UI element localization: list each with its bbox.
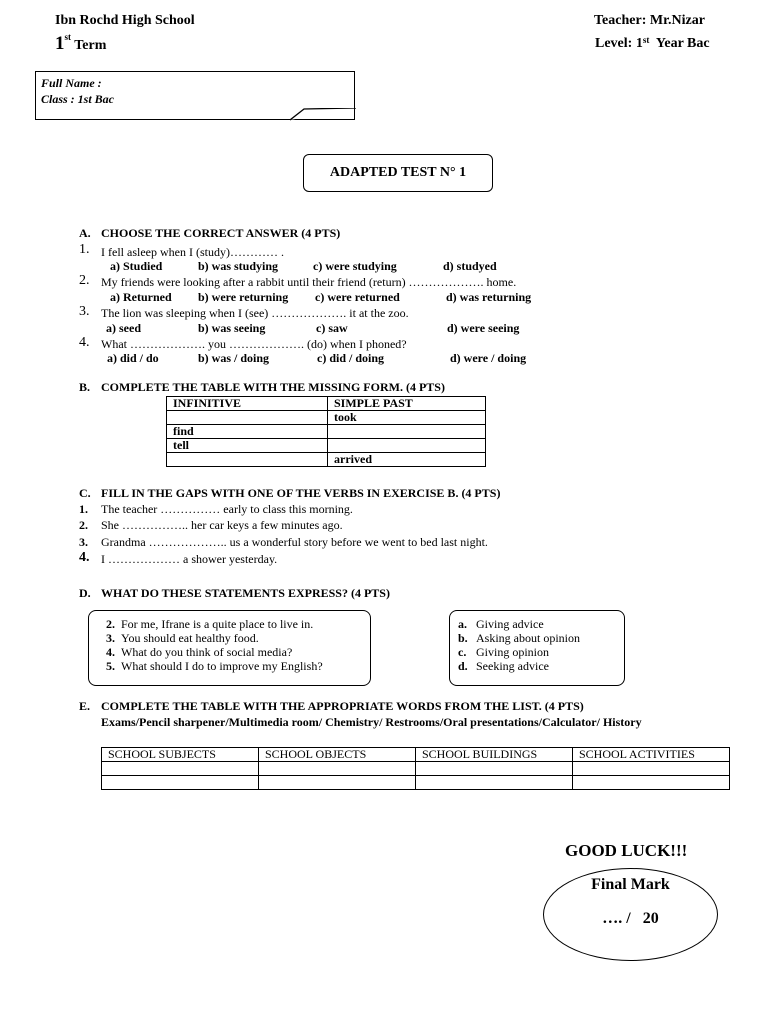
gap-sentence[interactable]: I ……………… a shower yesterday. xyxy=(101,552,278,566)
functions-box xyxy=(449,610,625,686)
level-prefix: Level: 1 xyxy=(595,36,643,51)
list-item xyxy=(458,617,624,631)
gap-sentence[interactable]: The teacher …………… early to class this morning. xyxy=(101,502,353,516)
class-label: Class : 1st Bac xyxy=(41,92,115,106)
table-cell-input[interactable] xyxy=(328,425,486,439)
section-a-title: CHOOSE THE CORRECT ANSWER (4 PTS) xyxy=(101,226,341,240)
option-c[interactable]: c) saw xyxy=(316,321,348,335)
function-letter: b. xyxy=(458,631,468,645)
gap-sentence[interactable]: She …………….. her car keys a few minutes ago. xyxy=(101,518,343,532)
table-cell: find xyxy=(167,425,328,439)
option-b[interactable]: b) were returning xyxy=(198,290,289,304)
list-item xyxy=(96,645,370,659)
question-text: The lion was sleeping when I (see) ………………. it at the zoo. xyxy=(101,306,409,320)
statement-text: You should eat healthy food. xyxy=(121,631,259,645)
list-item xyxy=(458,631,624,645)
function-text: Seeking advice xyxy=(476,659,549,673)
option-b[interactable]: b) was studying xyxy=(198,259,279,273)
table-cell-input[interactable] xyxy=(416,776,573,790)
table-row xyxy=(167,439,486,453)
categories-table xyxy=(101,747,730,790)
level-suffix: Year Bac xyxy=(655,36,710,51)
term-text: Term xyxy=(74,38,107,53)
option-c[interactable]: c) were returned xyxy=(315,290,400,304)
section-c-letter: C. xyxy=(79,486,91,500)
question-number: 4. xyxy=(79,335,90,350)
table-row xyxy=(102,762,730,776)
teacher-name: Teacher: Mr.Nizar xyxy=(594,13,705,28)
word-list: Exams/Pencil sharpener/Multimedia room/ Chemistry/ Restrooms/Oral presentations/Calculator/ History xyxy=(101,715,642,729)
level-sup: st xyxy=(642,35,650,45)
good-luck-text: GOOD LUCK!!! xyxy=(565,841,688,860)
final-mark-label: Final Mark xyxy=(591,876,670,893)
table-row xyxy=(102,776,730,790)
item-number: 3. xyxy=(79,535,88,549)
level-label xyxy=(595,36,710,52)
statement-text: What do you think of social media? xyxy=(121,645,293,659)
table-cell-input[interactable] xyxy=(259,762,416,776)
section-d-title: WHAT DO THESE STATEMENTS EXPRESS? (4 PTS) xyxy=(101,586,390,600)
option-d[interactable]: d) were seeing xyxy=(447,321,520,335)
statement-number: 2. xyxy=(106,617,115,631)
option-a[interactable]: a) did / do xyxy=(107,351,159,365)
list-item xyxy=(458,659,624,673)
table-cell-input[interactable] xyxy=(416,762,573,776)
option-b[interactable]: b) was / doing xyxy=(198,351,270,365)
test-title: ADAPTED TEST N° 1 xyxy=(303,154,493,192)
question-text: I fell asleep when I (study)………… . xyxy=(101,245,284,259)
option-c[interactable]: c) were studying xyxy=(313,259,397,273)
question-text: What ………………. you ………………. (do) when I phoned? xyxy=(101,337,407,351)
function-text: Giving advice xyxy=(476,617,544,631)
table-cell-input[interactable] xyxy=(328,439,486,453)
question-number: 3. xyxy=(79,304,90,319)
function-letter: a. xyxy=(458,617,467,631)
section-e-title: COMPLETE THE TABLE WITH THE APPROPRIATE WORDS FROM THE LIST. (4 PTS) xyxy=(101,699,584,713)
table-cell-input[interactable] xyxy=(102,776,259,790)
question-number: 2. xyxy=(79,273,90,288)
table-header-cell: SIMPLE PAST xyxy=(328,397,486,411)
table-header-cell: SCHOOL OBJECTS xyxy=(259,748,416,762)
option-c[interactable]: c) did / doing xyxy=(317,351,385,365)
term-number: 1 xyxy=(55,33,65,54)
statement-number: 4. xyxy=(106,645,115,659)
table-cell-input[interactable] xyxy=(259,776,416,790)
function-text: Asking about opinion xyxy=(476,631,580,645)
section-b-letter: B. xyxy=(79,380,91,394)
list-item xyxy=(458,645,624,659)
table-cell-input[interactable] xyxy=(573,762,730,776)
option-b[interactable]: b) was seeing xyxy=(198,321,266,335)
table-header-cell: SCHOOL BUILDINGS xyxy=(416,748,573,762)
term-sup: st xyxy=(64,32,71,42)
table-row xyxy=(167,453,486,467)
table-cell-input[interactable] xyxy=(102,762,259,776)
question-text: My friends were looking after a rabbit until their friend (return) ………………. home. xyxy=(101,275,517,289)
section-a-letter: A. xyxy=(79,226,91,240)
table-header-cell: INFINITIVE xyxy=(167,397,328,411)
option-a[interactable]: a) Returned xyxy=(110,290,172,304)
section-c-title: FILL IN THE GAPS WITH ONE OF THE VERBS IN EXERCISE B. (4 PTS) xyxy=(101,486,501,500)
list-item xyxy=(96,659,370,673)
function-letter: d. xyxy=(458,659,468,673)
statement-text: For me, Ifrane is a quite place to live in. xyxy=(121,617,314,631)
page-fold-icon xyxy=(290,108,356,122)
table-cell: took xyxy=(328,411,486,425)
statement-number: 5. xyxy=(106,659,115,673)
table-row xyxy=(167,425,486,439)
table-cell-input[interactable] xyxy=(167,453,328,467)
table-row xyxy=(167,411,486,425)
gap-sentence[interactable]: Grandma ……………….. us a wonderful story before we went to bed last night. xyxy=(101,535,488,549)
list-item xyxy=(96,617,370,631)
function-letter: c. xyxy=(458,645,467,659)
statement-number: 3. xyxy=(106,631,115,645)
question-number: 1. xyxy=(79,242,90,257)
table-header-cell: SCHOOL SUBJECTS xyxy=(102,748,259,762)
option-a[interactable]: a) Studied xyxy=(110,259,163,273)
item-number: 1. xyxy=(79,502,88,516)
list-item xyxy=(96,631,370,645)
item-number: 4. xyxy=(79,550,90,565)
table-cell: tell xyxy=(167,439,328,453)
table-header-row xyxy=(102,748,730,762)
item-number: 2. xyxy=(79,518,88,532)
option-a[interactable]: a) seed xyxy=(106,321,141,335)
section-d-letter: D. xyxy=(79,586,91,600)
table-cell-input[interactable] xyxy=(573,776,730,790)
term-label xyxy=(55,33,106,55)
option-d[interactable]: d) studyed xyxy=(443,259,497,273)
section-b-title: COMPLETE THE TABLE WITH THE MISSING FORM. (4 PTS) xyxy=(101,380,445,394)
full-name-label[interactable]: Full Name : xyxy=(41,76,102,90)
option-d[interactable]: d) were / doing xyxy=(450,351,527,365)
table-cell: arrived xyxy=(328,453,486,467)
final-mark-score[interactable]: …. / 20 xyxy=(602,910,659,927)
section-e-letter: E. xyxy=(79,699,91,713)
statement-text: What should I do to improve my English? xyxy=(121,659,323,673)
school-name: Ibn Rochd High School xyxy=(55,13,195,28)
option-d[interactable]: d) was returning xyxy=(446,290,532,304)
table-header-cell: SCHOOL ACTIVITIES xyxy=(573,748,730,762)
table-cell-input[interactable] xyxy=(167,411,328,425)
verb-forms-table xyxy=(166,396,486,467)
table-header-row xyxy=(167,397,486,411)
statements-box xyxy=(88,610,371,686)
function-text: Giving opinion xyxy=(476,645,550,659)
